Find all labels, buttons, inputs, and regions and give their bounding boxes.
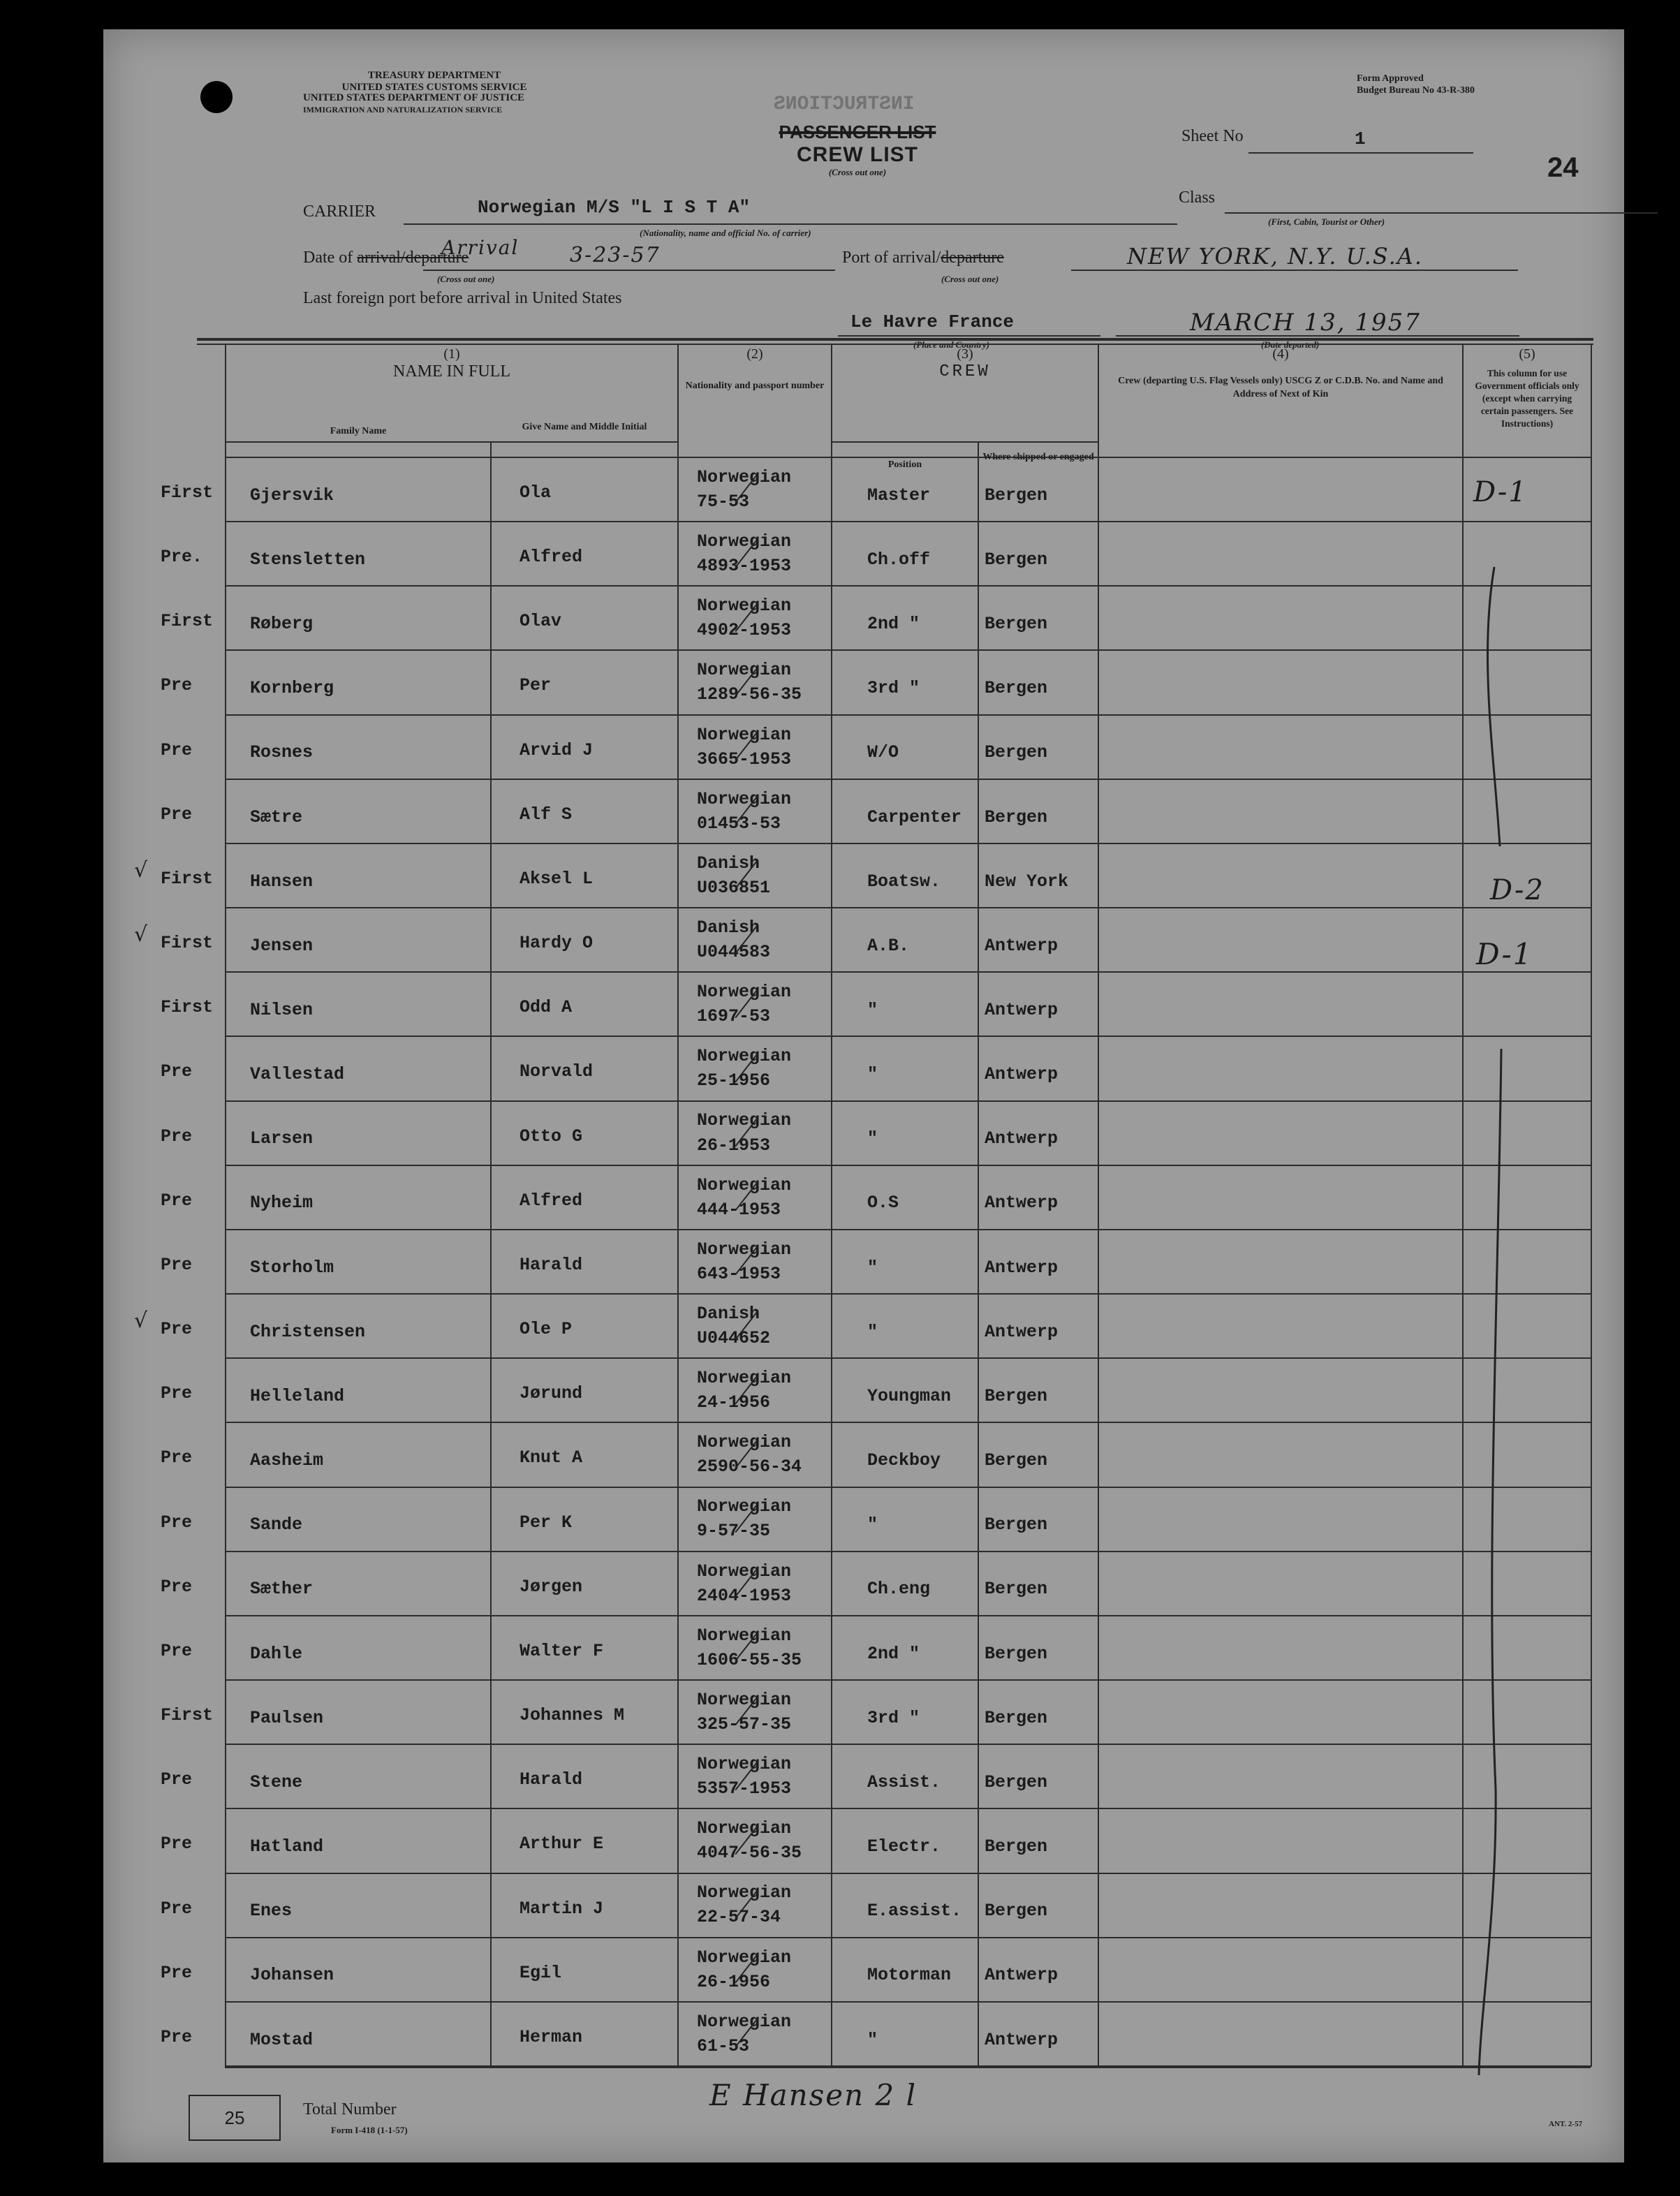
given-name-cell: Walter F — [520, 1640, 604, 1661]
shipped-cell: Bergen — [985, 485, 1048, 506]
passport-cell: U044583 — [697, 942, 771, 963]
shipped-cell: Bergen — [985, 614, 1048, 635]
table-row — [103, 1037, 1624, 1101]
position-cell: Electr. — [867, 1836, 941, 1857]
carrier-value: Norwegian M/S "L I S T A" — [478, 197, 751, 218]
given-name-cell: Herman — [520, 2026, 583, 2047]
row-status: Pre — [161, 804, 193, 825]
position-cell: 3rd " — [867, 1707, 920, 1728]
nationality-cell: Norwegian — [697, 1689, 792, 1710]
family-name-cell: Paulsen — [250, 1707, 324, 1728]
nationality-cell: Norwegian — [697, 1947, 792, 1968]
given-name-cell: Arvid J — [520, 739, 594, 760]
nationality-cell: Norwegian — [697, 1368, 792, 1389]
check-mark: √ — [134, 922, 148, 948]
position-cell: Motorman — [867, 1965, 952, 1986]
table-row — [103, 1681, 1624, 1745]
sheet-label: Sheet No — [1181, 127, 1244, 145]
row-status: Pre — [161, 739, 193, 760]
family-name-cell: Sætre — [250, 806, 303, 827]
agency-line-4: IMMIGRATION AND NATURALIZATION SERVICE — [303, 105, 503, 115]
nationality-cell: Norwegian — [697, 1432, 792, 1453]
given-name-cell: Per — [520, 675, 552, 696]
annotation-d1-lower: D-1 — [1476, 937, 1533, 971]
family-name-cell: Larsen — [250, 1128, 314, 1149]
nationality-cell: Norwegian — [697, 466, 792, 487]
shipped-cell: Antwerp — [985, 1321, 1059, 1342]
document-page — [103, 29, 1624, 2162]
form-number: Form I-418 (1-1-57) — [331, 2125, 408, 2135]
shipped-cell: Bergen — [985, 1515, 1048, 1535]
passport-cell: 3665-1953 — [697, 749, 792, 769]
passport-cell: 444-1953 — [697, 1199, 781, 1220]
col3-header — [832, 346, 1098, 381]
position-cell: Boatsw. — [867, 871, 941, 892]
given-name-cell: Aksel L — [520, 868, 594, 889]
position-cell: Youngman — [867, 1385, 952, 1406]
position-cell: Master — [867, 485, 931, 506]
table-row — [103, 1102, 1624, 1166]
family-name-cell: Mostad — [250, 2029, 314, 2050]
passport-cell: 9-57-35 — [697, 1521, 771, 1542]
passport-cell: 75-53 — [697, 491, 750, 512]
table-row — [103, 1616, 1624, 1681]
family-name-cell: Vallestad — [250, 1064, 345, 1085]
family-name-cell: Enes — [250, 1901, 293, 1922]
passport-cell: 5357-1953 — [697, 1778, 792, 1799]
family-name-cell: Nyheim — [250, 1193, 314, 1214]
crew-list-title: CREW LIST — [797, 143, 918, 166]
table-row — [103, 1423, 1624, 1487]
cross-out-note: (Cross out one) — [828, 167, 887, 177]
last-port-value: Le Havre France — [850, 311, 1015, 332]
col2-title: Nationality and passport number — [685, 381, 825, 391]
row-status: First — [161, 482, 214, 503]
annotation-d2: D-2 — [1490, 874, 1545, 906]
position-cell: Assist. — [867, 1771, 941, 1792]
given-name-cell: Johannes M — [520, 1705, 625, 1726]
row-status: Pre — [161, 1254, 193, 1275]
position-cell: Deckboy — [867, 1450, 941, 1471]
position-cell: " — [867, 1321, 878, 1342]
col4-title: Crew (departing U.S. Flag Vessels only) USCG Z or C.D.B. No. and Name and Address of Next of Kin — [1118, 376, 1443, 399]
shipped-cell: Antwerp — [985, 1965, 1059, 1986]
port-departure: departure — [941, 249, 1004, 267]
passport-cell: 01453-53 — [697, 813, 781, 834]
date-cross-note: (Cross out one) — [437, 274, 495, 284]
given-name-cell: Arthur E — [520, 1834, 604, 1855]
date-value: 3-23-57 — [570, 243, 661, 267]
table-row — [103, 844, 1624, 908]
col1-header — [226, 346, 677, 381]
table-row — [103, 1809, 1624, 1873]
table-row — [103, 458, 1624, 522]
table-row — [103, 587, 1624, 651]
family-name-cell: Sande — [250, 1515, 303, 1535]
col3-number: (3) — [957, 346, 973, 362]
list-title — [732, 121, 983, 178]
table-row — [103, 2003, 1624, 2067]
row-status: Pre — [161, 1126, 193, 1147]
date-departed-value: MARCH 13, 1957 — [1190, 309, 1421, 337]
position-cell: " — [867, 1515, 878, 1535]
shipped-cell: Bergen — [985, 1579, 1048, 1600]
ant-code: ANT. 2-57 — [1549, 2120, 1583, 2128]
row-status: Pre — [161, 1834, 193, 1855]
nationality-cell: Norwegian — [697, 1818, 792, 1839]
row-divider — [225, 2065, 1591, 2067]
given-name-header: Give Name and Middle Initial — [522, 422, 647, 432]
shipped-cell: Bergen — [985, 806, 1048, 827]
row-status: First — [161, 997, 214, 1018]
nationality-cell: Norwegian — [697, 1239, 792, 1260]
family-name-cell: Nilsen — [250, 999, 314, 1020]
nationality-cell: Norwegian — [697, 660, 792, 681]
nationality-cell: Norwegian — [697, 1046, 792, 1067]
row-status: Pre — [161, 675, 193, 696]
nationality-cell: Danish — [697, 1303, 760, 1324]
family-name-cell: Storholm — [250, 1257, 334, 1278]
nationality-cell: Norwegian — [697, 1496, 792, 1517]
shipped-cell: Bergen — [985, 1836, 1048, 1857]
shipped-cell: Antwerp — [985, 935, 1059, 956]
family-name-cell: Hatland — [250, 1836, 324, 1857]
position-cell: 2nd " — [867, 1643, 920, 1664]
row-status: Pre — [161, 1769, 193, 1790]
port-cross-note: (Cross out one) — [941, 274, 999, 284]
position-cell: Carpenter — [867, 806, 962, 827]
shipped-cell: Bergen — [985, 1450, 1048, 1471]
position-cell: " — [867, 1064, 878, 1085]
passport-cell: 4893-1953 — [697, 556, 792, 577]
given-name-cell: Olav — [520, 611, 562, 632]
check-mark: √ — [134, 858, 148, 883]
passport-cell: 25-1956 — [697, 1070, 771, 1091]
port-value: NEW YORK, N.Y. U.S.A. — [1127, 243, 1424, 270]
given-name-cell: Jørgen — [520, 1576, 583, 1597]
shipped-cell: Bergen — [985, 1643, 1048, 1664]
form-approved — [1357, 73, 1475, 96]
family-name-cell: Jensen — [250, 935, 314, 956]
passport-cell: 2590-56-34 — [697, 1457, 802, 1477]
nationality-cell: Norwegian — [697, 1561, 792, 1582]
agency-header — [274, 70, 595, 94]
table-row — [103, 1230, 1624, 1295]
family-name-cell: Sæther — [250, 1579, 314, 1600]
passport-cell: 1606-55-35 — [697, 1649, 802, 1670]
passport-cell: 643-1953 — [697, 1263, 781, 1284]
total-number-box: 25 — [189, 2095, 281, 2141]
table-row — [103, 1874, 1624, 1938]
row-status: First — [161, 868, 214, 889]
position-cell: " — [867, 1128, 878, 1149]
shipped-cell: Bergen — [985, 1901, 1048, 1922]
given-name-cell: Knut A — [520, 1447, 583, 1468]
port-label — [842, 249, 1004, 267]
passport-cell: 26-1956 — [697, 1971, 771, 1992]
table-row — [103, 1552, 1624, 1616]
given-name-cell: Ole P — [520, 1319, 573, 1340]
budget-bureau-line: Budget Bureau No 43-R-380 — [1357, 85, 1475, 96]
row-status: Pre — [161, 1898, 193, 1919]
agency-line-2: UNITED STATES CUSTOMS SERVICE — [341, 82, 527, 93]
nationality-cell: Norwegian — [697, 788, 792, 809]
passport-cell: 1697-53 — [697, 1006, 771, 1027]
table-row — [103, 651, 1624, 715]
given-name-cell: Alfred — [520, 1190, 583, 1211]
passport-cell: 22-57-34 — [697, 1907, 781, 1928]
passenger-list-struck: PASSENGER LIST — [779, 121, 936, 142]
row-status: First — [161, 1705, 214, 1726]
row-status: Pre — [161, 1190, 193, 1211]
col5-number: (5) — [1519, 346, 1535, 362]
punch-hole — [200, 81, 233, 113]
row-status: Pre — [161, 1447, 193, 1468]
position-cell: A.B. — [867, 935, 910, 956]
position-cell: 3rd " — [867, 678, 920, 699]
shipped-cell: Antwerp — [985, 999, 1059, 1020]
carrier-label: CARRIER — [303, 202, 376, 221]
agency-line-1: TREASURY DEPARTMENT — [367, 70, 501, 81]
class-note: (First, Cabin, Tourist or Other) — [1268, 216, 1385, 227]
total-number-label: Total Number — [303, 2100, 397, 2118]
position-cell: O.S — [867, 1193, 899, 1214]
family-name-cell: Christensen — [250, 1321, 366, 1342]
row-status: Pre — [161, 2026, 193, 2047]
table-row — [103, 973, 1624, 1037]
bleed-through-text: INSTRUCTIONS — [774, 94, 915, 115]
row-status: Pre. — [161, 547, 203, 568]
row-status: Pre — [161, 1576, 193, 1597]
nationality-cell: Norwegian — [697, 724, 792, 745]
row-status: Pre — [161, 1512, 193, 1533]
family-name-cell: Stensletten — [250, 549, 366, 570]
signature: E Hansen 2 l — [709, 2078, 918, 2112]
position-cell: 2nd " — [867, 614, 920, 635]
row-status: Pre — [161, 1962, 193, 1983]
given-name-cell: Norvald — [520, 1061, 594, 1082]
shipped-cell: Antwerp — [985, 1128, 1059, 1149]
table-row — [103, 1166, 1624, 1230]
shipped-cell: New York — [985, 871, 1069, 892]
bracket-lines — [1451, 518, 1535, 2082]
given-name-cell: Alf S — [520, 804, 573, 825]
shipped-cell: Bergen — [985, 1385, 1048, 1406]
family-name-cell: Stene — [250, 1771, 303, 1792]
last-port-label: Last foreign port before arrival in United States — [303, 289, 622, 307]
shipped-cell: Bergen — [985, 1707, 1048, 1728]
given-name-cell: Ola — [520, 482, 552, 503]
sheet-number: 1 — [1355, 128, 1366, 149]
table-row — [103, 716, 1624, 780]
row-status: Pre — [161, 1383, 193, 1404]
passport-cell: 1289-56-35 — [697, 684, 802, 705]
table-row — [103, 522, 1624, 587]
agency-line-3: UNITED STATES DEPARTMENT OF JUSTICE — [303, 92, 525, 103]
nationality-cell: Danish — [697, 853, 760, 874]
shipped-cell: Antwerp — [985, 1064, 1059, 1085]
passport-cell: U036851 — [697, 877, 771, 898]
nationality-cell: Danish — [697, 918, 760, 938]
table-row — [103, 1488, 1624, 1552]
given-name-cell: Harald — [520, 1769, 583, 1790]
given-name-cell: Alfred — [520, 547, 583, 568]
page-stamp: 24 — [1547, 152, 1579, 183]
passport-cell: 26-1953 — [697, 1135, 771, 1156]
family-name-cell: Gjersvik — [250, 485, 334, 506]
nationality-cell: Norwegian — [697, 1754, 792, 1775]
nationality-cell: Norwegian — [697, 596, 792, 617]
passport-cell: 61-53 — [697, 2035, 750, 2056]
table-row — [103, 780, 1624, 844]
passport-cell: 24-1956 — [697, 1392, 771, 1413]
col1-title: NAME IN FULL — [393, 362, 510, 381]
nationality-cell: Norwegian — [697, 1882, 792, 1903]
nationality-cell: Norwegian — [697, 1625, 792, 1646]
passport-cell: U044652 — [697, 1328, 771, 1348]
family-name-cell: Kornberg — [250, 678, 334, 699]
row-status: First — [161, 933, 214, 954]
position-cell: Ch.off — [867, 549, 931, 570]
row-status: First — [161, 611, 214, 632]
position-cell: Ch.eng — [867, 1579, 931, 1600]
port-label-text: Port of arrival/ — [842, 249, 941, 267]
family-name-cell: Helleland — [250, 1385, 345, 1406]
passport-cell: 2404-1953 — [697, 1585, 792, 1606]
family-name-cell: Rosnes — [250, 742, 314, 763]
row-status: Pre — [161, 1061, 193, 1082]
shipped-cell: Antwerp — [985, 1257, 1059, 1278]
given-name-cell: Per K — [520, 1512, 573, 1533]
position-cell: W/O — [867, 742, 899, 763]
position-cell: E.assist. — [867, 1901, 962, 1922]
given-name-cell: Harald — [520, 1254, 583, 1275]
col1-number: (1) — [443, 346, 460, 362]
nationality-cell: Norwegian — [697, 982, 792, 1003]
table-row — [103, 1359, 1624, 1423]
where-shipped-header: Where shipped or engaged — [982, 452, 1094, 462]
row-status: Pre — [161, 1640, 193, 1661]
given-name-cell: Martin J — [520, 1898, 604, 1919]
family-name-header: Family Name — [330, 426, 387, 436]
position-cell: " — [867, 1257, 878, 1278]
shipped-cell: Antwerp — [985, 2029, 1059, 2050]
family-name-cell: Røberg — [250, 614, 314, 635]
shipped-cell: Bergen — [985, 549, 1048, 570]
arrival-handwritten: Arrival — [441, 236, 520, 259]
col4-number: (4) — [1272, 346, 1289, 362]
position-cell: " — [867, 2029, 878, 2050]
nationality-cell: Norwegian — [697, 1174, 792, 1195]
family-name-cell: Hansen — [250, 871, 314, 892]
row-status: Pre — [161, 1319, 193, 1340]
table-row — [103, 908, 1624, 973]
shipped-cell: Bergen — [985, 1771, 1048, 1792]
class-label: Class — [1179, 189, 1216, 207]
nationality-cell: Norwegian — [697, 1110, 792, 1131]
position-header: Position — [887, 459, 922, 470]
table-row — [103, 1745, 1624, 1809]
form-approved-line: Form Approved — [1357, 73, 1424, 84]
family-name-cell: Johansen — [250, 1965, 334, 1986]
nationality-cell: Norwegian — [697, 2011, 792, 2032]
annotation-d1-top: D-1 — [1473, 476, 1528, 508]
table-row — [103, 1938, 1624, 2003]
date-arrival-departure: arrival/departure — [357, 249, 469, 267]
shipped-cell: Bergen — [985, 678, 1048, 699]
shipped-cell: Bergen — [985, 742, 1048, 763]
shipped-cell: Antwerp — [985, 1193, 1059, 1214]
position-cell: " — [867, 999, 878, 1020]
check-mark: √ — [134, 1309, 148, 1334]
given-name-cell: Jørund — [520, 1383, 583, 1404]
family-name-cell: Aasheim — [250, 1450, 324, 1471]
agency-header-2 — [303, 92, 624, 116]
col3-title: CREW — [939, 362, 991, 381]
given-name-cell: Egil — [520, 1962, 562, 1983]
passport-cell: 325-57-35 — [697, 1714, 792, 1734]
given-name-cell: Odd A — [520, 997, 573, 1018]
date-label-text: Date of — [303, 249, 353, 267]
given-name-cell: Otto G — [520, 1126, 583, 1147]
passport-cell: 4902-1953 — [697, 620, 792, 641]
col5-title: This column for use Government officials only (except when carrying certain passengers. See Instructions) — [1475, 368, 1579, 429]
family-name-cell: Dahle — [250, 1643, 303, 1664]
given-name-cell: Hardy O — [520, 933, 594, 954]
table-row — [103, 1295, 1624, 1359]
nationality-cell: Norwegian — [697, 531, 792, 552]
col2-number: (2) — [746, 346, 763, 362]
passport-cell: 4047-56-35 — [697, 1843, 802, 1864]
carrier-note: (Nationality, name and official No. of carrier) — [640, 228, 811, 238]
